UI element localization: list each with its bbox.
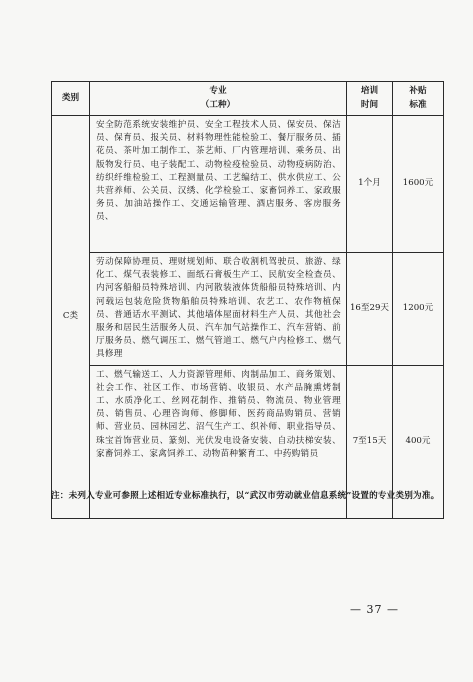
- duration-cell: 7至15天: [347, 365, 393, 518]
- amount-cell: 1600元: [393, 116, 444, 253]
- table-row: [52, 116, 444, 253]
- majors-cell: 工、燃气输送工、人力资源管理师、肉制品加工、商务策划、社会工作、社区工作、市场营销、收银员、水产品腌熏烤制工、水质净化工、丝网花制作、推销员、物流员、物业管理员、销售员、心理咨询师、修脚师、医药商品购销员、营销师、营业员、园林园艺、沼气生产工、织补师、职业指导员、珠宝首饰营业员、篆刻、光伏发电设备安装、自动扶梯安装、家畜饲养工、家禽饲养工、动物苗种繁育工、中药购销员: [90, 365, 347, 518]
- header-training-time: 培训 时间: [347, 82, 393, 116]
- header-subsidy-standard: 补贴 标准: [393, 82, 444, 116]
- table-row: [52, 253, 444, 366]
- amount-cell: 1200元: [393, 253, 444, 366]
- header-category: 类别: [52, 82, 90, 116]
- duration-cell: 16至29天: [347, 253, 393, 366]
- category-cell: C类: [52, 116, 90, 519]
- page-number: — 37 —: [350, 603, 399, 616]
- header-major: 专业 （工种）: [90, 82, 347, 116]
- majors-cell: 劳动保障协理员、理财规划师、联合收割机驾驶员、旅游、绿化工、煤气表装修工、面纸石膏板生产工、民航安全检查员、内河客船船员特殊培训、内河散装液体货船船员特殊培训、内河载运包装危险货物船舶员特殊培训、农艺工、农作物植保员、普通话水平测试、其他墙体屋面材料生产人员、其他社会服务和居民生活服务人员、汽车加气站操作工、汽车营销、前厅服务员、燃气调压工、燃气管道工、燃气户内检修工、燃气具修理: [90, 253, 347, 366]
- duration-cell: 1个月: [347, 116, 393, 253]
- amount-cell: 400元: [393, 365, 444, 518]
- table-note: 注：未列入专业可参照上述相近专业标准执行，以“武汉市劳动就业信息系统”设置的专业类别为准。: [51, 491, 440, 501]
- subsidy-table: [51, 81, 444, 519]
- table-header-row: [52, 82, 444, 116]
- majors-cell: 安全防范系统安装维护员、安全工程技术人员、保安员、保洁员、保育员、报关员、材料物理性能检验工、餐厅服务员、插花员、茶叶加工制作工、茶艺师、厂内管理培训、乘务员、出版物发行员、电子装配工、动物检疫检验员、动物疫病防治、纺织纤维检验工、工程测量员、工艺编结工、供水供应工、公共营养师、公关员、汉绣、化学检验工、家畜饲养工、家政服务员、加油站操作工、交通运输管理、酒店服务、客房服务员、: [90, 116, 347, 253]
